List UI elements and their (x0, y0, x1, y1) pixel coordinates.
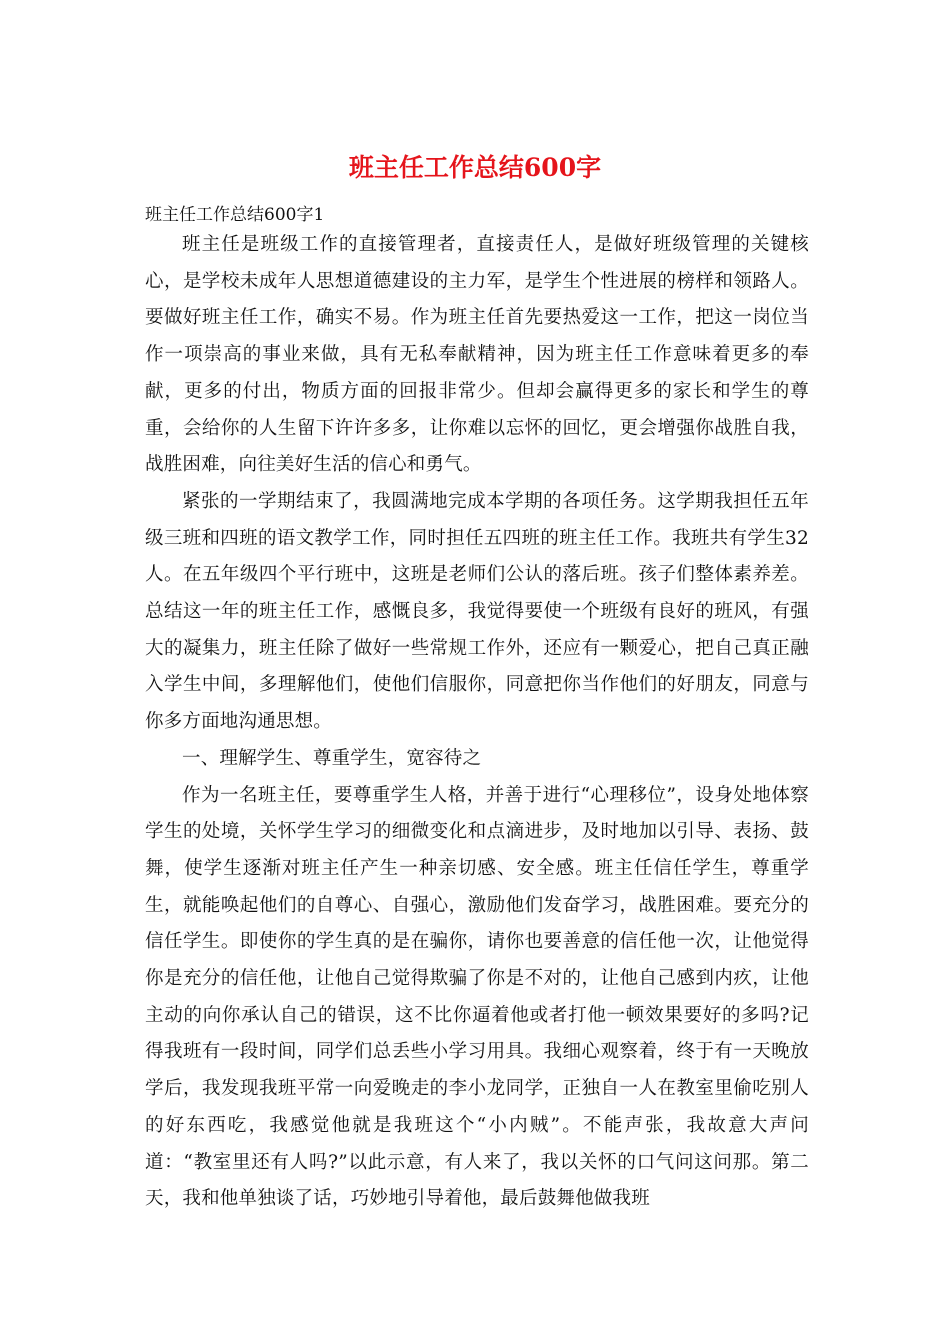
paragraph-intro: 班主任是班级工作的直接管理者，直接责任人，是做好班级管理的关键核心，是学校未成年人思想道德建设的主力军，是学生个性进展的榜样和领路人。要做好班主任工作，确实不易。作为班主任首先要热爱这一工作，把这一岗位当作一项崇高的事业来做，具有无私奉献精神，因为班主任工作意味着更多的奉献，更多的付出，物质方面的回报非常少。但却会赢得更多的家长和学生的尊重，会给你的人生留下许许多多，让你难以忘怀的回忆，更会增强你战胜自我，战胜困难，向往美好生活的信心和勇气。 (145, 234, 809, 476)
document-body (145, 227, 809, 1218)
paragraph-respect: 作为一名班主任，要尊重学生人格，并善于进行“心理移位”，设身处地体察学生的处境，关怀学生学习的细微变化和点滴进步，及时地加以引导、表扬、鼓舞，使学生逐渐对班主任产生一种亲切感、安全感。班主任信任学生，尊重学生，就能唤起他们的自尊心、自强心，激励他们发奋学习，战胜困难。要充分的信任学生。即使你的学生真的是在骗你，请你也要善意的信任他一次，让他觉得你是充分的信任他，让他自己觉得欺骗了你是不对的，让他自己感到内疚，让他主动的向你承认自己的错误，这不比你逼着他或者打他一顿效果要好的多吗?记得我班有一段时间，同学们总丢些小学习用具。我细心观察着，终于有一天晚放学后，我发现我班平常一向爱晚走的李小龙同学，正独自一人在教室里偷吃别人的好东西吃，我感觉他就是我班这个“小内贼”。不能声张，我故意大声问道：“教室里还有人吗?”以此示意，有人来了，我以关怀的口气问这问那。第二天，我和他单独谈了话，巧妙地引导着他，最后鼓舞他做我班 (145, 784, 809, 1210)
document-title: 班主任工作总结600字 (348, 153, 602, 182)
paragraph-semester: 紧张的一学期结束了，我圆满地完成本学期的各项任务。这学期我担任五年级三班和四班的语文教学工作，同时担任五四班的班主任工作。我班共有学生32人。在五年级四个平行班中，这班是老师们公认的落后班。孩子们整体素养差。总结这一年的班主任工作，感慨良多，我觉得要使一个班级有良好的班风，有强大的凝集力，班主任除了做好一些常规工作外，还应有一颗爱心，把自己真正融入学生中间，多理解他们，使他们信服你，同意把你当作他们的好朋友，同意与你多方面地沟通思想。 (145, 490, 809, 733)
document-subtitle: 班主任工作总结600字1 (145, 205, 325, 225)
section-heading-1: 一、理解学生、尊重学生，宽容待之 (182, 747, 482, 769)
